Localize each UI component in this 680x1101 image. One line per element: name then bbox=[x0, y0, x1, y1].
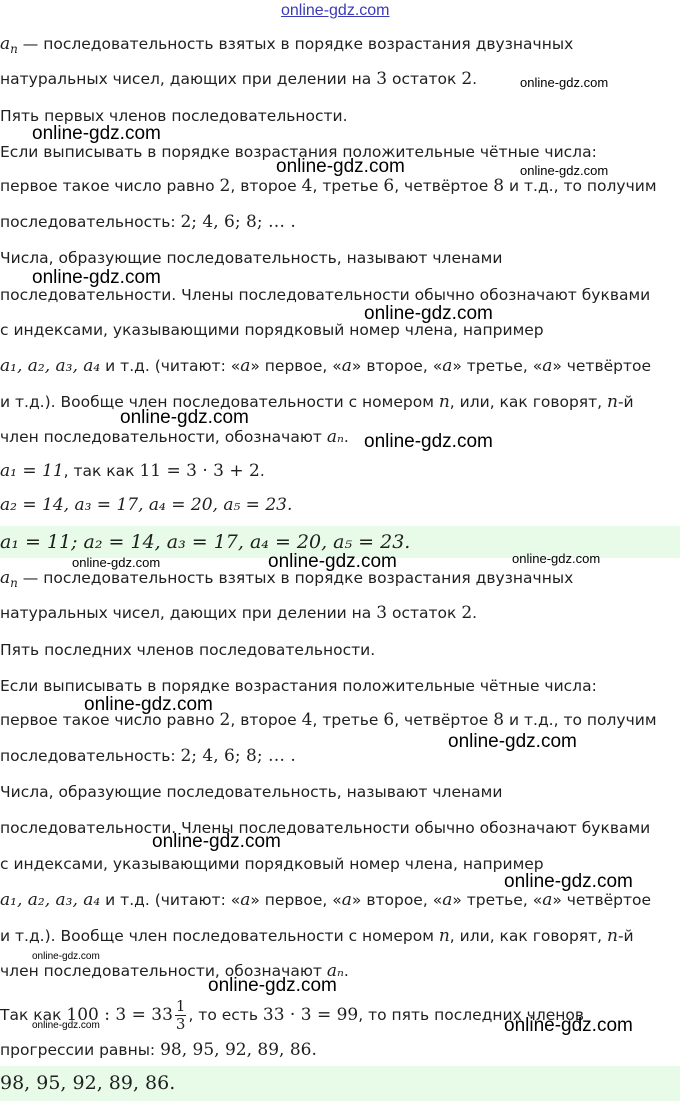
text-line bbox=[0, 926, 634, 946]
math-var: a bbox=[542, 890, 553, 910]
math-var: a bbox=[0, 568, 11, 588]
text: и т.д.). Вообще член последовательности с номером bbox=[0, 927, 439, 945]
fraction-denominator: 3 bbox=[175, 1015, 186, 1033]
math-var: a bbox=[240, 890, 251, 910]
math-var: n bbox=[606, 392, 618, 412]
math-num: 8 bbox=[493, 176, 505, 196]
math-var: aₙ bbox=[326, 961, 344, 981]
math-seq: 2; 4, 6; 8; … . bbox=[180, 212, 296, 232]
text: — последовательность взятых в порядке возрастания двузначных bbox=[17, 569, 574, 587]
text: натуральных чисел, дающих при делении на bbox=[0, 604, 377, 622]
text-line: с индексами, указывающими порядковый номер члена, например bbox=[0, 321, 544, 339]
text-line bbox=[0, 427, 349, 447]
text: , четвёртое bbox=[394, 177, 494, 195]
text: , то есть bbox=[188, 1006, 263, 1024]
text: . bbox=[472, 70, 478, 88]
text-line bbox=[0, 212, 296, 232]
text: » второе, « bbox=[351, 891, 443, 909]
text: остаток bbox=[387, 604, 462, 622]
text: . bbox=[472, 604, 478, 622]
math-var: a bbox=[341, 890, 352, 910]
math-var: a bbox=[240, 356, 251, 376]
text: , или, как говорят, bbox=[449, 927, 607, 945]
text: Так как bbox=[0, 1006, 67, 1024]
watermark: online-gdz.com bbox=[32, 951, 100, 962]
text: » третье, « bbox=[452, 357, 543, 375]
math-num: 4 bbox=[301, 176, 313, 196]
text: » первое, « bbox=[250, 357, 342, 375]
watermark: online-gdz.com bbox=[32, 1020, 100, 1031]
text: — последовательность взятых в порядке возрастания двузначных bbox=[17, 35, 574, 53]
math-expr: 98, 95, 92, 89, 86. bbox=[160, 1040, 317, 1060]
math-var: a bbox=[341, 356, 352, 376]
math-sub: n bbox=[10, 42, 18, 57]
text-line: Пять первых членов последовательности. bbox=[0, 107, 348, 125]
math-num: 6 bbox=[383, 710, 395, 730]
text: последовательность: bbox=[0, 747, 181, 765]
text: . bbox=[259, 462, 265, 480]
site-link[interactable]: online-gdz.com bbox=[281, 2, 390, 19]
text: , четвёртое bbox=[394, 711, 494, 729]
math-expr: a₁, a₂, a₃, a₄ bbox=[0, 356, 101, 376]
text-line bbox=[0, 34, 573, 59]
text: » четвёртое bbox=[552, 891, 652, 909]
text: » третье, « bbox=[452, 891, 543, 909]
watermark: online-gdz.com bbox=[120, 407, 249, 428]
text: , так как bbox=[63, 462, 140, 480]
math-var: n bbox=[438, 926, 450, 946]
math-var: a bbox=[442, 890, 453, 910]
text-line: Если выписывать в порядке возрастания положительные чётные числа: bbox=[0, 677, 597, 695]
text: член последовательности, обозначают bbox=[0, 428, 327, 446]
math-expr: 11 = 3 · 3 + 2 bbox=[139, 461, 260, 481]
math-sub: n bbox=[10, 576, 18, 591]
watermark: online-gdz.com bbox=[32, 267, 161, 288]
text-line bbox=[0, 603, 477, 623]
text: -й bbox=[617, 927, 634, 945]
fraction-numerator: 1 bbox=[175, 997, 186, 1015]
watermark: online-gdz.com bbox=[520, 163, 609, 178]
watermark: online-gdz.com bbox=[268, 551, 397, 572]
math-var: n bbox=[606, 926, 618, 946]
text: , то пять последних членов bbox=[358, 1006, 585, 1024]
answer-text: 98, 95, 92, 89, 86. bbox=[0, 1072, 176, 1094]
text-line: с индексами, указывающими порядковый номер члена, например bbox=[0, 855, 544, 873]
watermark: online-gdz.com bbox=[276, 156, 405, 177]
text: » четвёртое bbox=[552, 357, 652, 375]
text-line: Пять последних членов последовательности. bbox=[0, 641, 376, 659]
watermark: online-gdz.com bbox=[520, 75, 609, 90]
math-var: a bbox=[542, 356, 553, 376]
math-num: 3 bbox=[376, 69, 388, 89]
math-var: n bbox=[438, 392, 450, 412]
math-expr: a₁, a₂, a₃, a₄ bbox=[0, 890, 101, 910]
text-line bbox=[0, 890, 651, 910]
math-num: 2 bbox=[461, 603, 473, 623]
text: . bbox=[343, 962, 349, 980]
text: и т.д., то получим bbox=[504, 177, 657, 195]
text: прогрессии равны: bbox=[0, 1041, 161, 1059]
answer-text: a₁ = 11; a₂ = 14, a₃ = 17, a₄ = 20, a₅ = 23. bbox=[0, 531, 411, 553]
text: » второе, « bbox=[351, 357, 443, 375]
text-line bbox=[0, 1040, 317, 1060]
math-num: 2 bbox=[219, 710, 231, 730]
text: и т.д.). Вообще член последовательности с номером bbox=[0, 393, 439, 411]
watermark: online-gdz.com bbox=[448, 731, 577, 752]
math-var: a bbox=[442, 356, 453, 376]
math-expr: a₂ = 14, a₃ = 17, a₄ = 20, a₅ = 23. bbox=[0, 495, 293, 515]
math-seq: 2; 4, 6; 8; … . bbox=[180, 746, 296, 766]
text: остаток bbox=[387, 70, 462, 88]
watermark: online-gdz.com bbox=[152, 831, 281, 852]
watermark: online-gdz.com bbox=[84, 694, 213, 715]
text: член последовательности, обозначают bbox=[0, 962, 327, 980]
watermark: online-gdz.com bbox=[364, 431, 493, 452]
text: натуральных чисел, дающих при делении на bbox=[0, 70, 377, 88]
text: . bbox=[343, 428, 349, 446]
text-line bbox=[0, 356, 651, 376]
text: , второе bbox=[230, 711, 302, 729]
text: и т.д. (читают: « bbox=[100, 357, 241, 375]
math-num: 4 bbox=[301, 710, 313, 730]
text-line: Если выписывать в порядке возрастания положительные чётные числа: bbox=[0, 143, 597, 161]
watermark: online-gdz.com bbox=[72, 555, 161, 570]
watermark: online-gdz.com bbox=[512, 551, 601, 566]
text-line: последовательности. Члены последовательности обычно обозначают буквами bbox=[0, 286, 651, 304]
text-line: Числа, образующие последовательность, называют членами bbox=[0, 249, 503, 267]
fraction bbox=[175, 998, 187, 1033]
text-line bbox=[0, 176, 657, 196]
text: первое такое число равно bbox=[0, 711, 220, 729]
math-expr: 33 · 3 = 99 bbox=[262, 1005, 359, 1025]
text: » первое, « bbox=[250, 891, 342, 909]
text: -й bbox=[617, 393, 634, 411]
text: , третье bbox=[312, 711, 384, 729]
text: , третье bbox=[312, 177, 384, 195]
text: , или, как говорят, bbox=[449, 393, 607, 411]
math-expr: 100 : 3 = 33 bbox=[66, 1005, 173, 1025]
watermark: online-gdz.com bbox=[208, 975, 337, 996]
watermark: online-gdz.com bbox=[504, 1015, 633, 1036]
text: последовательность: bbox=[0, 213, 181, 231]
text: первое такое число равно bbox=[0, 177, 220, 195]
math-num: 8 bbox=[493, 710, 505, 730]
math-var: a bbox=[0, 34, 11, 54]
text-line bbox=[0, 495, 292, 515]
text: и т.д., то получим bbox=[504, 711, 657, 729]
watermark: online-gdz.com bbox=[504, 871, 633, 892]
text-line bbox=[0, 746, 296, 766]
answer-band bbox=[0, 1066, 680, 1101]
text-line: последовательности. Члены последовательности обычно обозначают буквами bbox=[0, 819, 651, 837]
math-expr: a₁ = 11 bbox=[0, 461, 64, 481]
math-var: aₙ bbox=[326, 427, 344, 447]
math-num: 6 bbox=[383, 176, 395, 196]
text: , второе bbox=[230, 177, 302, 195]
math-num: 3 bbox=[376, 603, 388, 623]
text-line bbox=[0, 69, 477, 89]
text-line bbox=[0, 461, 265, 481]
watermark: online-gdz.com bbox=[32, 123, 161, 144]
text: и т.д. (читают: « bbox=[100, 891, 241, 909]
text-line bbox=[0, 392, 634, 412]
text-line: Числа, образующие последовательность, называют членами bbox=[0, 783, 503, 801]
watermark: online-gdz.com bbox=[364, 303, 493, 324]
math-num: 2 bbox=[219, 176, 231, 196]
math-num: 2 bbox=[461, 69, 473, 89]
